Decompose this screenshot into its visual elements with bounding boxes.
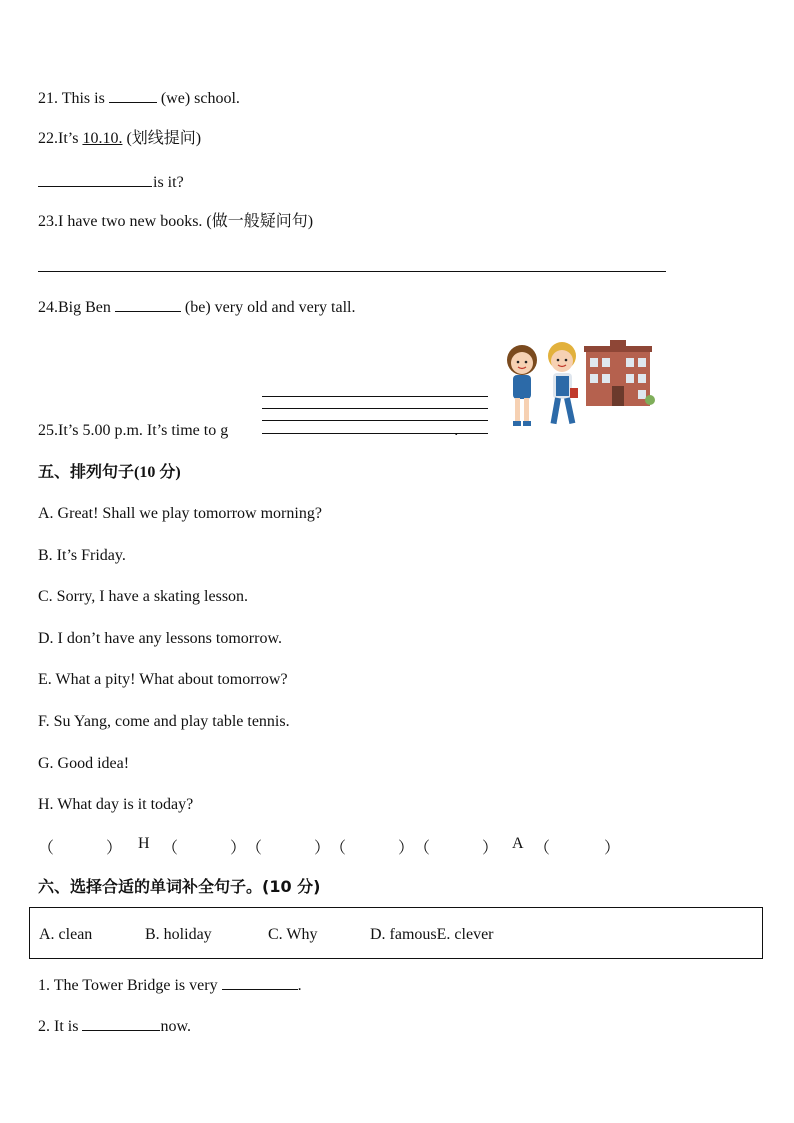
answer-blank[interactable] [82,1015,160,1031]
answer-blank[interactable] [222,974,298,990]
answer-blank[interactable] [115,296,181,312]
option-a: A. clean [39,926,93,943]
section-6-title: 六、选择合适的单词补全句子。(10 分) [38,877,321,896]
order-answer-row: （ ） H （ ） （ ） （ ） （ ） A （ ） [38,835,621,857]
given-a: A [512,835,524,852]
writing-line-2[interactable] [262,408,488,409]
option-c: C. Why [268,926,318,943]
sentence-g: G. Good idea! [38,755,130,772]
sentence-c: C. Sorry, I have a skating lesson. [38,588,249,605]
writing-line-1[interactable] [262,396,488,397]
sentence-f: F. Su Yang, come and play table tennis. [38,713,290,730]
sentence-a: A. Great! Shall we play tomorrow morning? [38,505,322,522]
sentence-e: E. What a pity! What about tomorrow? [38,671,288,688]
answer-line[interactable] [38,271,666,272]
answer-blank[interactable] [38,171,152,187]
underlined-time: 10.10. [82,130,123,147]
question-25: 25.It’s 5.00 p.m. It’s time to g . [38,422,459,439]
answer-blank[interactable] [109,87,157,103]
question-24: 24.Big Ben (be) very old and very tall. [38,296,356,318]
option-d-e: D. famousE. clever [370,926,494,943]
word-options-box [29,907,763,959]
question-22-answer: is it? [38,171,184,193]
sentence-d: D. I don’t have any lessons tomorrow. [38,630,282,647]
question-22: 22.It’s 10.10. (划线提问) [38,130,202,147]
kids-school-illustration [498,336,658,436]
sentence-b: B. It’s Friday. [38,547,126,564]
sentence-h: H. What day is it today? [38,796,194,813]
section-5-title: 五、排列句子(10 分) [38,462,181,481]
question-23: 23.I have two new books. (做一般疑问句) [38,213,314,230]
given-h: H [138,835,150,852]
section-6-question-1: 1. The Tower Bridge is very . [38,974,302,996]
option-b: B. holiday [145,926,212,943]
section-6-question-2: 2. It is now. [38,1015,191,1037]
question-21: 21. This is (we) school. [38,87,240,109]
